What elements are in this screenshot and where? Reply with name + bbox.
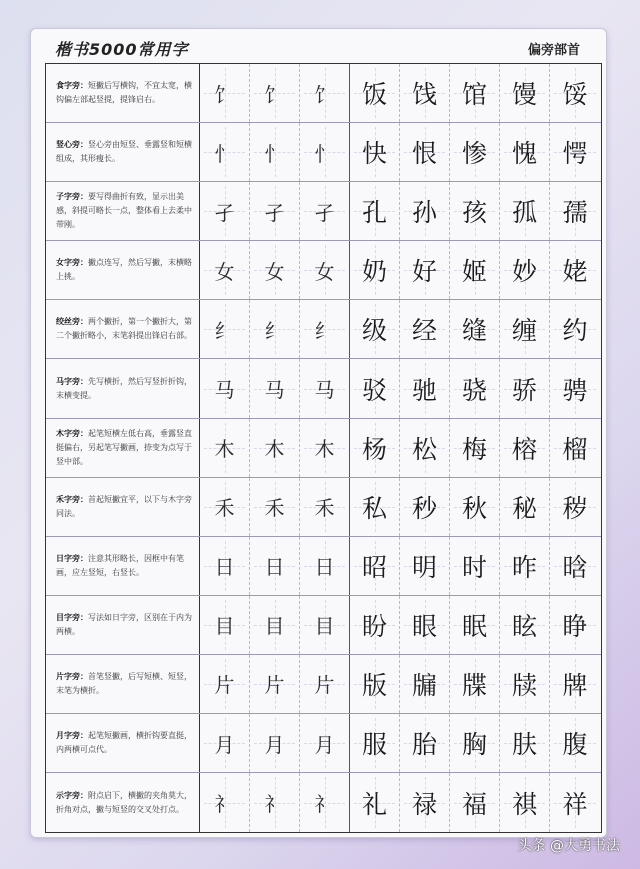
radical-description: 目字旁：写法如日字旁，区别在于内为两横。: [46, 596, 200, 654]
radical-description: 绞丝旁：两个撇折，第一个撇折大，第二个撇折略小，末笔斜提出锋启右部。: [46, 300, 200, 358]
radical-practice-cell: [200, 773, 250, 832]
example-char: 福: [461, 789, 487, 819]
radical-desc-text: 两个撇折，第一个撇折大，第二个撇折略小，末笔斜提出锋启右部。: [56, 317, 192, 341]
radical-practice-cell: [300, 300, 350, 358]
example-char-cell: [350, 300, 400, 358]
character-grid: [45, 63, 602, 833]
radical-practice-cell: [250, 359, 300, 417]
radical-desc-text: 首笔竖撇，后写短横、短竖，末笔为横折。: [56, 671, 192, 695]
example-char: 驳: [361, 375, 387, 405]
example-char: 礼: [361, 789, 387, 819]
radical-practice-cell: [250, 773, 300, 832]
radical-row: [46, 478, 601, 537]
example-char-cell: [350, 241, 400, 299]
example-char-cell: [400, 537, 450, 595]
radical-description: 日字旁：注意其形略长，因框中有笔画，应左竖短，右竖长。: [46, 537, 200, 595]
example-char: 晗: [562, 552, 588, 582]
radical-desc-text: 短撇后写横钩，不宜太宽，横钩偏左部起竖提，提锋启右。: [56, 81, 192, 105]
radical-glyph: 马: [314, 378, 335, 403]
radical-glyph: 片: [314, 673, 335, 698]
radical-name: 绞丝旁: [56, 317, 80, 327]
radical-desc-text: 首起短撇宜平，以下与木字旁同法。: [56, 494, 192, 518]
example-char-cell: [450, 478, 500, 536]
example-char: 明: [411, 552, 437, 582]
example-char-cell: [350, 655, 400, 713]
example-char-cell: [350, 596, 400, 654]
example-char-cell: [550, 655, 600, 713]
radical-name: 木字旁: [56, 428, 80, 438]
radical-desc-text: 附点启下，横撇的夹角莫大，折角对点，撇与短竖的交叉处打点。: [56, 790, 192, 814]
radical-description: 木字旁：起笔短横左低右高，垂露竖直挺偏右，另起笔写撇画，捺变为点写于竖中部。: [46, 419, 200, 477]
radical-name: 马字旁: [56, 376, 80, 386]
example-char-cell: [400, 359, 450, 417]
radical-name: 食字旁: [56, 81, 80, 91]
radical-row: [46, 419, 601, 478]
example-char: 牖: [411, 670, 437, 700]
example-char: 榴: [562, 434, 588, 464]
example-char-cell: [350, 478, 400, 536]
example-char: 惨: [461, 139, 487, 169]
example-char: 牌: [562, 670, 588, 700]
section-label: 偏旁部首: [527, 43, 580, 58]
radical-practice-cell: [300, 596, 350, 654]
radical-description: 竖心旁：竖心旁由短竖、垂露竖和短横组成，其形瘦长。: [46, 123, 200, 181]
example-char: 饯: [411, 80, 437, 110]
radical-name: 目字旁: [56, 612, 80, 622]
sheet-header: [31, 29, 606, 63]
radical-glyph: 孑: [264, 200, 285, 225]
example-char-cell: [400, 241, 450, 299]
radical-glyph: 忄: [214, 141, 235, 166]
radical-name: 子字旁: [56, 192, 80, 202]
example-char: 睁: [562, 611, 588, 641]
radical-glyph: 木: [314, 437, 335, 462]
radical-practice-cell: [250, 714, 300, 772]
radical-glyph: 礻: [314, 792, 335, 817]
example-char-cell: [500, 478, 550, 536]
example-char: 奶: [361, 257, 387, 287]
example-char: 眩: [511, 611, 537, 641]
radical-desc-text: 撇点连写，然后写撇，末横略上挑。: [56, 258, 192, 282]
radical-glyph: 目: [314, 614, 335, 639]
example-char-cell: [500, 596, 550, 654]
example-char: 牒: [461, 670, 487, 700]
example-char: 恨: [411, 139, 437, 169]
example-char-cell: [450, 419, 500, 477]
radical-practice-cell: [200, 359, 250, 417]
example-char-cell: [400, 478, 450, 536]
example-char: 服: [361, 730, 387, 760]
radical-glyph: 禾: [314, 496, 335, 521]
radical-practice-cell: [250, 241, 300, 299]
example-char: 约: [562, 316, 588, 346]
example-char: 姥: [562, 257, 588, 287]
radical-row: [46, 64, 601, 123]
radical-desc-text: 要写得曲折有致，显示出美感，斜提可略长一点，整体看上去柔中带刚。: [56, 192, 192, 230]
radical-practice-cell: [250, 537, 300, 595]
radical-row: [46, 714, 601, 773]
radical-glyph: 目: [264, 614, 285, 639]
radical-glyph: 礻: [264, 792, 285, 817]
example-char: 梅: [461, 434, 487, 464]
radical-glyph: 饣: [214, 82, 235, 107]
example-char: 秒: [411, 493, 437, 523]
practice-sheet: [30, 28, 607, 838]
example-char: 妙: [511, 257, 537, 287]
example-char-cell: [500, 655, 550, 713]
radical-glyph: 月: [264, 732, 285, 757]
example-char: 腹: [562, 730, 588, 760]
example-char-cell: [450, 596, 500, 654]
example-char-cell: [450, 300, 500, 358]
example-char-cell: [550, 182, 600, 240]
radical-glyph: 日: [264, 555, 285, 580]
radical-row: [46, 596, 601, 655]
radical-practice-cell: [250, 419, 300, 477]
example-char-cell: [400, 300, 450, 358]
example-char: 昭: [361, 552, 387, 582]
example-char: 馆: [461, 80, 487, 110]
radical-practice-cell: [300, 359, 350, 417]
radical-glyph: 女: [264, 259, 285, 284]
example-char: 肤: [511, 730, 537, 760]
example-char-cell: [500, 241, 550, 299]
example-char: 胸: [461, 730, 487, 760]
radical-description: 片字旁：首笔竖撇，后写短横、短竖，末笔为横折。: [46, 655, 200, 713]
example-char: 骄: [511, 375, 537, 405]
radical-glyph: 孑: [214, 200, 235, 225]
radical-description: 马字旁：先写横折，然后写竖折折钩，末横变提。: [46, 359, 200, 417]
example-char: 缠: [511, 316, 537, 346]
example-char: 秘: [511, 493, 537, 523]
example-char-cell: [450, 714, 500, 772]
radical-description: 女字旁：撇点连写，然后写撇，末横略上挑。: [46, 241, 200, 299]
example-char-cell: [550, 478, 600, 536]
radical-glyph: 片: [214, 673, 235, 698]
example-char: 杨: [361, 434, 387, 464]
radical-glyph: 日: [214, 555, 235, 580]
radical-desc-text: 注意其形略长，因框中有笔画，应左竖短，右竖长。: [56, 553, 184, 577]
radical-row: [46, 537, 601, 596]
radical-glyph: 忄: [314, 141, 335, 166]
example-char: 盼: [361, 611, 387, 641]
example-char-cell: [500, 64, 550, 122]
example-char: 孤: [511, 198, 537, 228]
example-char-cell: [550, 123, 600, 181]
radical-practice-cell: [200, 64, 250, 122]
radical-practice-cell: [250, 596, 300, 654]
radical-glyph: 木: [214, 437, 235, 462]
radical-practice-cell: [300, 537, 350, 595]
example-char-cell: [550, 359, 600, 417]
example-char: 昨: [511, 552, 537, 582]
radical-practice-cell: [250, 478, 300, 536]
radical-row: [46, 300, 601, 359]
example-char: 孩: [461, 198, 487, 228]
example-char: 禄: [411, 789, 437, 819]
example-char-cell: [400, 123, 450, 181]
example-char-cell: [450, 773, 500, 832]
example-char-cell: [450, 123, 500, 181]
example-char-cell: [450, 537, 500, 595]
example-char: 愧: [511, 139, 537, 169]
example-char-cell: [550, 300, 600, 358]
example-char: 版: [361, 670, 387, 700]
radical-practice-cell: [300, 419, 350, 477]
radical-practice-cell: [200, 537, 250, 595]
example-char-cell: [350, 419, 400, 477]
example-char: 牍: [511, 670, 537, 700]
radical-practice-cell: [300, 478, 350, 536]
radical-practice-cell: [250, 64, 300, 122]
example-char-cell: [350, 123, 400, 181]
example-char-cell: [550, 596, 600, 654]
radical-name: 日字旁: [56, 553, 80, 563]
radical-desc-text: 竖心旁由短竖、垂露竖和短横组成，其形瘦长。: [56, 140, 192, 164]
radical-practice-cell: [200, 655, 250, 713]
radical-practice-cell: [200, 596, 250, 654]
example-char-cell: [350, 359, 400, 417]
example-char: 时: [461, 552, 487, 582]
radical-practice-cell: [300, 773, 350, 832]
example-char-cell: [450, 359, 500, 417]
radical-description: 食字旁：短撇后写横钩，不宜太宽，横钩偏左部起竖提，提锋启右。: [46, 64, 200, 122]
example-char: 私: [361, 493, 387, 523]
example-char: 馒: [511, 80, 537, 110]
radical-name: 片字旁: [56, 671, 80, 681]
example-char: 胎: [411, 730, 437, 760]
example-char-cell: [550, 537, 600, 595]
radical-glyph: 木: [264, 437, 285, 462]
radical-practice-cell: [200, 714, 250, 772]
radical-glyph: 女: [214, 259, 235, 284]
example-char-cell: [400, 714, 450, 772]
radical-glyph: 日: [314, 555, 335, 580]
example-char: 松: [411, 434, 437, 464]
radical-practice-cell: [250, 655, 300, 713]
radical-glyph: 孑: [314, 200, 335, 225]
radical-name: 月字旁: [56, 731, 80, 741]
radical-name: 女字旁: [56, 258, 80, 268]
radical-glyph: 月: [314, 732, 335, 757]
example-char-cell: [500, 182, 550, 240]
radical-row: [46, 359, 601, 418]
example-char: 祺: [511, 789, 537, 819]
example-char: 馁: [562, 80, 588, 110]
radical-desc-text: 写法如日字旁，区别在于内为两横。: [56, 612, 192, 636]
radical-description: 子字旁：要写得曲折有致，显示出美感，斜提可略长一点，整体看上去柔中带刚。: [46, 182, 200, 240]
radical-glyph: 禾: [264, 496, 285, 521]
example-char-cell: [500, 123, 550, 181]
radical-glyph: 马: [264, 378, 285, 403]
example-char-cell: [350, 773, 400, 832]
example-char-cell: [450, 241, 500, 299]
example-char: 姬: [461, 257, 487, 287]
radical-row: [46, 123, 601, 182]
example-char-cell: [400, 64, 450, 122]
example-char: 眼: [411, 611, 437, 641]
example-char: 孙: [411, 198, 437, 228]
radical-glyph: 饣: [264, 82, 285, 107]
example-char-cell: [450, 64, 500, 122]
example-char-cell: [550, 714, 600, 772]
example-char: 眠: [461, 611, 487, 641]
radical-glyph: 目: [214, 614, 235, 639]
radical-practice-cell: [200, 478, 250, 536]
example-char: 秽: [562, 493, 588, 523]
example-char: 级: [361, 316, 387, 346]
example-char: 榕: [511, 434, 537, 464]
example-char-cell: [350, 714, 400, 772]
example-char-cell: [550, 419, 600, 477]
radical-glyph: 女: [314, 259, 335, 284]
radical-glyph: 月: [214, 732, 235, 757]
radical-practice-cell: [300, 655, 350, 713]
radical-desc-text: 先写横折，然后写竖折折钩，末横变提。: [56, 376, 192, 400]
radical-glyph: 礻: [214, 792, 235, 817]
example-char: 孺: [562, 198, 588, 228]
radical-description: 示字旁：附点启下，横撇的夹角莫大，折角对点，撇与短竖的交叉处打点。: [46, 773, 200, 832]
example-char: 骋: [562, 375, 588, 405]
example-char: 缝: [461, 316, 487, 346]
example-char: 饭: [361, 80, 387, 110]
radical-practice-cell: [300, 182, 350, 240]
radical-name: 竖心旁: [56, 140, 80, 150]
radical-practice-cell: [300, 714, 350, 772]
watermark: 头条 @大勇书法: [517, 838, 620, 854]
radical-practice-cell: [200, 241, 250, 299]
example-char-cell: [400, 773, 450, 832]
radical-desc-text: 起笔短撇画，横折钩要直挺，内两横可点代。: [56, 731, 192, 755]
radical-glyph: 纟: [264, 318, 285, 343]
radical-desc-text: 起笔短横左低右高，垂露竖直挺偏右，另起笔写撇画，捺变为点写于竖中部。: [56, 428, 192, 466]
example-char-cell: [500, 714, 550, 772]
radical-description: 月字旁：起笔短撇画，横折钩要直挺，内两横可点代。: [46, 714, 200, 772]
radical-name: 示字旁: [56, 790, 80, 800]
radical-row: [46, 182, 601, 241]
example-char: 快: [361, 139, 387, 169]
example-char: 祥: [562, 789, 588, 819]
example-char-cell: [350, 182, 400, 240]
example-char: 驰: [411, 375, 437, 405]
example-char-cell: [500, 300, 550, 358]
example-char-cell: [500, 359, 550, 417]
radical-practice-cell: [250, 182, 300, 240]
radical-practice-cell: [300, 123, 350, 181]
radical-glyph: 马: [214, 378, 235, 403]
example-char-cell: [400, 419, 450, 477]
radical-glyph: 纟: [314, 318, 335, 343]
example-char-cell: [350, 64, 400, 122]
example-char-cell: [550, 773, 600, 832]
radical-row: [46, 241, 601, 300]
radical-practice-cell: [250, 123, 300, 181]
example-char: 好: [411, 257, 437, 287]
radical-practice-cell: [300, 64, 350, 122]
example-char-cell: [500, 773, 550, 832]
example-char-cell: [400, 655, 450, 713]
example-char-cell: [400, 596, 450, 654]
example-char-cell: [350, 537, 400, 595]
radical-practice-cell: [200, 123, 250, 181]
example-char-cell: [550, 64, 600, 122]
sheet-title: 楷书5000常用字: [55, 40, 189, 59]
radical-glyph: 禾: [214, 496, 235, 521]
example-char: 秋: [461, 493, 487, 523]
example-char: 孔: [361, 198, 387, 228]
example-char-cell: [550, 241, 600, 299]
radical-practice-cell: [250, 300, 300, 358]
radical-row: [46, 655, 601, 714]
radical-glyph: 忄: [264, 141, 285, 166]
example-char-cell: [400, 182, 450, 240]
radical-name: 禾字旁: [56, 494, 80, 504]
example-char-cell: [450, 182, 500, 240]
radical-glyph: 纟: [214, 318, 235, 343]
radical-description: 禾字旁：首起短撇宜平，以下与木字旁同法。: [46, 478, 200, 536]
radical-glyph: 片: [264, 673, 285, 698]
radical-practice-cell: [200, 300, 250, 358]
example-char-cell: [500, 537, 550, 595]
radical-practice-cell: [200, 419, 250, 477]
radical-practice-cell: [200, 182, 250, 240]
example-char-cell: [500, 419, 550, 477]
radical-practice-cell: [300, 241, 350, 299]
radical-row: [46, 773, 601, 832]
example-char: 愕: [562, 139, 588, 169]
example-char: 骁: [461, 375, 487, 405]
example-char: 经: [411, 316, 437, 346]
radical-glyph: 饣: [314, 82, 335, 107]
example-char-cell: [450, 655, 500, 713]
